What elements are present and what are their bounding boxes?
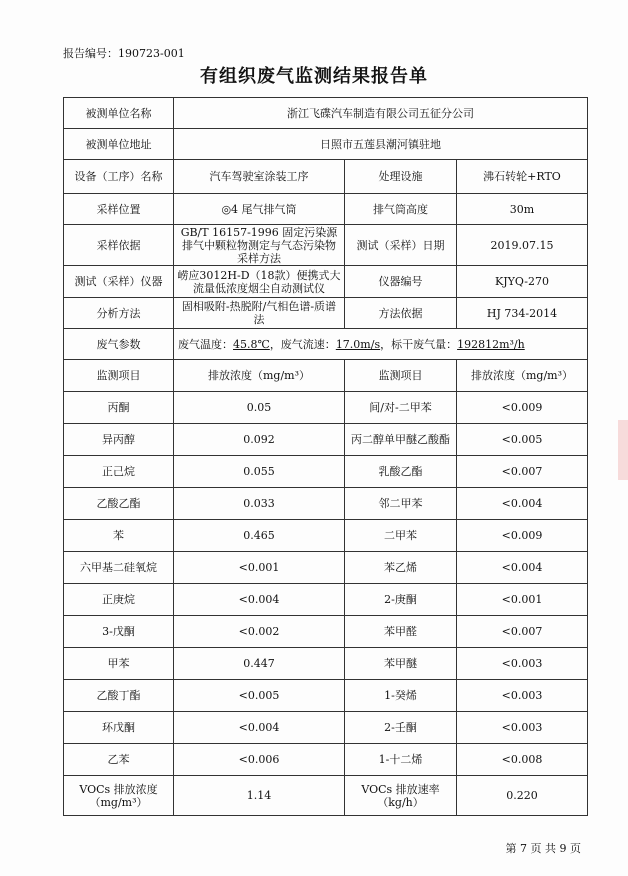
result-conc-right: <0.008 [457, 744, 588, 776]
table-row [64, 552, 588, 584]
result-conc-right: <0.004 [457, 488, 588, 520]
table-row [64, 424, 588, 456]
pos-label: 采样位置 [64, 194, 174, 225]
result-item-right: 苯甲醛 [345, 616, 457, 648]
method-value: 固相吸附-热脱附/气相色谱-质谱法 [174, 298, 345, 329]
table-row [64, 744, 588, 776]
table-row [64, 266, 588, 298]
result-item-left: 乙酸乙酯 [64, 488, 174, 520]
result-conc-right: <0.003 [457, 648, 588, 680]
equip-value: 汽车驾驶室涂装工序 [174, 160, 345, 194]
result-item-left: 甲苯 [64, 648, 174, 680]
voc-conc-label: VOCs 排放浓度（mg/m³） [64, 776, 174, 816]
result-item-left: 乙酸丁酯 [64, 680, 174, 712]
result-conc-left: <0.004 [174, 712, 345, 744]
result-conc-left: 0.447 [174, 648, 345, 680]
table-row [64, 392, 588, 424]
result-item-left: 正庚烷 [64, 584, 174, 616]
unit-addr-value: 日照市五莲县潮河镇驻地 [174, 129, 588, 160]
gas-flow-label: ，标干废气量： [380, 337, 458, 351]
gas-flow-value: 192812m³/h [457, 337, 525, 351]
table-row [64, 160, 588, 194]
result-item-right: 2-庚酮 [345, 584, 457, 616]
treat-label: 处理设施 [345, 160, 457, 194]
result-item-right: 苯乙烯 [345, 552, 457, 584]
instr-no-label: 仪器编号 [345, 266, 457, 298]
gas-temp-label: 废气温度： [178, 337, 233, 351]
table-row [64, 616, 588, 648]
table-row [64, 520, 588, 552]
result-item-right: 二甲苯 [345, 520, 457, 552]
result-conc-right: <0.005 [457, 424, 588, 456]
pos-value: ◎4 尾气排气筒 [174, 194, 345, 225]
table-row [64, 360, 588, 392]
table-row [64, 98, 588, 129]
table-row [64, 648, 588, 680]
gas-speed-label: ，废气流速： [269, 337, 336, 351]
result-conc-left: 0.033 [174, 488, 345, 520]
result-conc-left: <0.006 [174, 744, 345, 776]
col-conc-right: 排放浓度（mg/m³） [457, 360, 588, 392]
result-item-right: 1-癸烯 [345, 680, 457, 712]
result-conc-right: <0.009 [457, 520, 588, 552]
gas-temp-value: 45.8℃ [233, 337, 270, 351]
gas-params [174, 329, 588, 360]
table-row [64, 488, 588, 520]
result-conc-left: <0.002 [174, 616, 345, 648]
result-item-right: 苯甲醚 [345, 648, 457, 680]
result-conc-left: <0.004 [174, 584, 345, 616]
unit-name-label: 被测单位名称 [64, 98, 174, 129]
instr-no-value: KJYQ-270 [457, 266, 588, 298]
result-conc-right: <0.003 [457, 680, 588, 712]
instr-value: 崂应3012H-D（18款）便携式大流量低浓度烟尘自动测试仪 [174, 266, 345, 298]
result-conc-right: <0.007 [457, 616, 588, 648]
gas-speed-value: 17.0m/s [335, 337, 381, 351]
result-conc-left: <0.001 [174, 552, 345, 584]
height-value: 30m [457, 194, 588, 225]
result-item-right: 丙二醇单甲醚乙酸酯 [345, 424, 457, 456]
table-row [64, 584, 588, 616]
result-conc-right: <0.009 [457, 392, 588, 424]
result-item-left: 异丙醇 [64, 424, 174, 456]
table-row [64, 225, 588, 266]
result-conc-left: 0.05 [174, 392, 345, 424]
report-table [63, 97, 588, 816]
table-row [64, 456, 588, 488]
table-row [64, 776, 588, 816]
unit-addr-label: 被测单位地址 [64, 129, 174, 160]
basis-label: 采样依据 [64, 225, 174, 266]
basis-value: GB/T 16157-1996 固定污染源排气中颗粒物测定与气态污染物采样方法 [174, 225, 345, 266]
unit-name-value: 浙江飞碟汽车制造有限公司五征分公司 [174, 98, 588, 129]
table-row [64, 680, 588, 712]
result-item-left: 丙酮 [64, 392, 174, 424]
seal-stamp-fragment [618, 420, 628, 480]
treat-value: 沸石转轮+RTO [457, 160, 588, 194]
instr-label: 测试（采样）仪器 [64, 266, 174, 298]
table-row [64, 712, 588, 744]
page-title: 有组织废气监测结果报告单 [200, 66, 428, 87]
result-conc-left: <0.005 [174, 680, 345, 712]
result-item-left: 苯 [64, 520, 174, 552]
method-basis-label: 方法依据 [345, 298, 457, 329]
result-conc-right: <0.004 [457, 552, 588, 584]
table-row [64, 329, 588, 360]
date-label: 测试（采样）日期 [345, 225, 457, 266]
result-conc-right: <0.007 [457, 456, 588, 488]
equip-label: 设备（工序）名称 [64, 160, 174, 194]
result-item-right: 间/对-二甲苯 [345, 392, 457, 424]
table-row [64, 194, 588, 225]
voc-rate-value: 0.220 [457, 776, 588, 816]
result-item-right: 邻二甲苯 [345, 488, 457, 520]
col-conc-left: 排放浓度（mg/m³） [174, 360, 345, 392]
date-value: 2019.07.15 [457, 225, 588, 266]
result-item-left: 3-戊酮 [64, 616, 174, 648]
result-conc-right: <0.001 [457, 584, 588, 616]
col-item-right: 监测项目 [345, 360, 457, 392]
method-basis-value: HJ 734-2014 [457, 298, 588, 329]
voc-rate-label: VOCs 排放速率（kg/h） [345, 776, 457, 816]
result-item-left: 正己烷 [64, 456, 174, 488]
table-row [64, 298, 588, 329]
result-item-left: 环戊酮 [64, 712, 174, 744]
table-row [64, 129, 588, 160]
height-label: 排气筒高度 [345, 194, 457, 225]
result-conc-left: 0.092 [174, 424, 345, 456]
report-number: 报告编号：190723-001 [63, 47, 185, 60]
page-number: 第 7 页 共 9 页 [505, 842, 581, 855]
gas-label: 废气参数 [64, 329, 174, 360]
result-item-left: 乙苯 [64, 744, 174, 776]
voc-conc-value: 1.14 [174, 776, 345, 816]
result-item-right: 1-十二烯 [345, 744, 457, 776]
result-item-right: 2-壬酮 [345, 712, 457, 744]
col-item-left: 监测项目 [64, 360, 174, 392]
result-conc-left: 0.465 [174, 520, 345, 552]
result-item-right: 乳酸乙酯 [345, 456, 457, 488]
result-item-left: 六甲基二硅氧烷 [64, 552, 174, 584]
result-conc-left: 0.055 [174, 456, 345, 488]
method-label: 分析方法 [64, 298, 174, 329]
result-conc-right: <0.003 [457, 712, 588, 744]
